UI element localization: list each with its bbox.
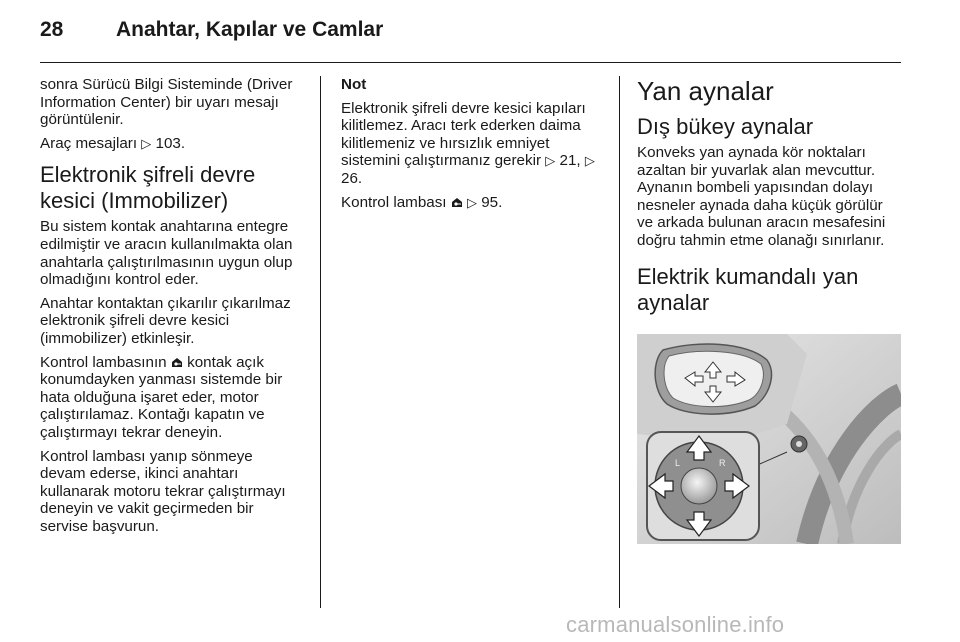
header-rule <box>40 62 901 63</box>
switch-label-left: L <box>675 458 681 468</box>
section-heading: Elektronik şifreli devre kesici (Immobilizer) <box>40 162 256 214</box>
paragraph: Konveks yan aynada kör noktaları azaltan bir yuvarlak alan mevcuttur. Aynanın bombeli yapısından dolayı nesneler aynada daha küçük görülür ve arkada bulunan aracın mesafesini doğru tahmin etme olanağı sınırlanır. <box>637 144 886 249</box>
paragraph: Anahtar kontaktan çıkarılır çıkarılmaz elektronik şifreli devre kesici (immobilizer) etkinleşir. <box>40 294 291 347</box>
column-right <box>637 76 901 320</box>
page-ref-arrow-icon[interactable]: ▷ <box>467 194 477 210</box>
page-ref[interactable]: 26. <box>341 169 363 187</box>
page-ref[interactable]: 95. <box>481 193 503 211</box>
section-heading: Elektrik kumandalı yan aynalar <box>637 263 859 315</box>
note-body: Elektronik şifreli devre kesici kapıları kilitlemez. Aracı terk ederken daima kilitlemeniz ve hırsızlık emniyet sistemini çalıştırmanız gerekir <box>341 99 586 170</box>
page-ref-arrow-icon[interactable]: ▷ <box>584 153 595 169</box>
paragraph: Kontrol lambası yanıp sönmeye devam ederse, ikinci anahtarı kullanarak motoru tekrar çalıştırmayı deneyin ve vakit geçirmeden bir servise başvurun. <box>40 447 286 535</box>
column-left <box>40 76 302 541</box>
page-ref[interactable]: 21, <box>559 152 581 170</box>
immobilizer-lamp-icon <box>171 357 183 368</box>
chapter-heading: Yan aynalar <box>637 76 774 106</box>
mirror-control-illustration <box>637 334 901 544</box>
paragraph: Bu sistem kontak anahtarına entegre edilmiştir ve aracın kullanılmakta olan anahtarla çalıştırılmasının uygun olup olmadığını kontrol eder. <box>40 218 293 289</box>
paragraph-text: kontak açık konumdayken yanması sistemde bir hata olduğuna işaret eder, motor çalıştırılamaz. Kontağı kapatın ve çalıştırmayı tekrar deneyin. <box>40 353 283 441</box>
mirror-control-drawing <box>637 334 901 544</box>
note-text <box>341 100 603 188</box>
immobilizer-lamp-icon <box>451 197 463 208</box>
column-divider <box>619 76 620 608</box>
page-header <box>40 14 900 54</box>
ref-text: Kontrol lambası <box>341 193 447 211</box>
paragraph <box>40 135 302 153</box>
paragraph <box>341 194 603 212</box>
page-number: 28 <box>40 18 64 41</box>
switch-label-right: R <box>719 458 726 468</box>
paragraph <box>40 354 302 442</box>
paragraph-text: Kontrol lambasının <box>40 353 167 371</box>
ref-text: Araç mesajları <box>40 134 138 152</box>
subsection-heading: Dış bükey aynalar <box>637 114 814 139</box>
page-ref-arrow-icon[interactable]: ▷ <box>141 135 152 151</box>
note-title: Not <box>341 76 367 93</box>
column-middle <box>341 76 603 217</box>
watermark: carmanualsonline.info <box>566 612 785 637</box>
page-ref[interactable]: 103. <box>155 134 186 152</box>
chapter-title: Anahtar, Kapılar ve Camlar <box>116 18 384 41</box>
column-divider <box>320 76 321 608</box>
paragraph: sonra Sürücü Bilgi Sisteminde (Driver Information Center) bir uyarı mesajı görüntülenir. <box>40 76 293 129</box>
page-ref-arrow-icon[interactable]: ▷ <box>545 153 556 169</box>
